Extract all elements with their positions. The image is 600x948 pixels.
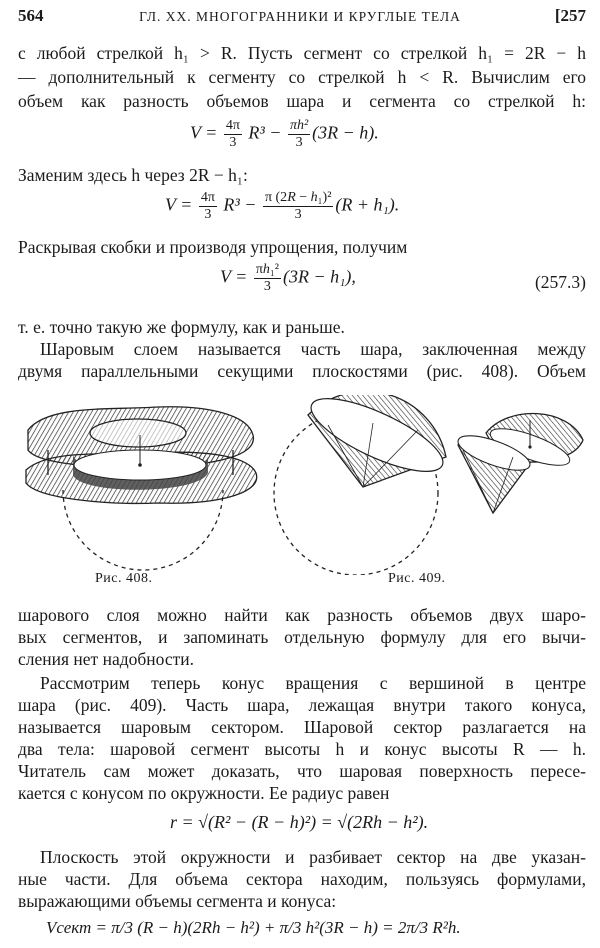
text-line: вых сегментов, и запоминать отдельную формулу для его вычи-: [18, 627, 586, 647]
text-line: шара (рис. 409). Часть шара, лежащая внутри такого конуса,: [18, 695, 586, 715]
text-line: объем как разность объемов шара и сегмента со стрелкой h:: [18, 91, 586, 111]
text-line: Заменим здесь h через 2R − h₁:: [18, 165, 248, 185]
figure-409-spherical-sector: [268, 395, 588, 575]
text-line: — дополнительный к сегменту со стрелкой h < R. Вычислим его: [18, 67, 586, 87]
equation-3: V = $\frac{\text{πh₁²}}{3}$ (3R − h₁),: [220, 262, 356, 294]
figure-408-spherical-layer: [18, 395, 268, 575]
text-line: два тела: шаровой сегмент высоты h и конус высоты R — h.: [18, 739, 586, 759]
equation-4: r = √(R² − (R − h)²) = √(2Rh − h²).: [170, 812, 429, 832]
text-line: выражающими объемы сегмента и конуса:: [18, 891, 337, 911]
text-line: кается с конусом по окружности. Ее радиус равен: [18, 783, 390, 803]
text-line: Рассмотрим теперь конус вращения с вершиной в центре: [40, 673, 586, 693]
text-line: ные части. Для объема сектора находим, пользуясь формулами,: [18, 869, 586, 889]
text-line: шарового слоя можно найти как разность объемов двух шаро-: [18, 605, 586, 625]
text-line: двумя параллельными секущими плоскостями (рис. 408). Объем: [18, 361, 586, 381]
text-line: Раскрывая скобки и производя упрощения, получим: [18, 237, 408, 257]
page-number: 564: [18, 6, 44, 25]
equation-number: (257.3): [534, 272, 586, 292]
section-number: [257: [554, 6, 586, 25]
equation-2: V = $\frac{4\pi}{3}$ R³ − $\frac{\text{π (2R − h₁)²}}{3}$ (R + h₁).: [165, 190, 400, 222]
text-line: Плоскость этой окружности и разбивает сектор на две указан-: [40, 847, 586, 867]
text-line: Шаровым слоем называется часть шара, заключенная между: [40, 339, 586, 359]
running-title: ГЛ. XX. МНОГОГРАННИКИ И КРУГЛЫЕ ТЕЛА: [139, 9, 461, 24]
figure-409-caption: Рис. 409.: [388, 571, 446, 586]
equation-1: V = $\frac{4\pi}{3}$ R³ − $\frac{\text{πh²}}{3}$ (3R − h).: [190, 118, 379, 150]
text-line: сления нет надобности.: [18, 649, 194, 669]
text-line: Читатель сам может доказать, что шаровая поверхность пересе-: [18, 761, 586, 781]
text-line: с любой стрелкой h₁ > R. Пусть сегмент со стрелкой h₁ = 2R − h: [18, 43, 586, 63]
text-line: т. е. точно такую же формулу, как и раньше.: [18, 317, 345, 337]
figure-408-caption: Рис. 408.: [95, 571, 153, 586]
equation-5: Vсект = π/3 (R − h)(2Rh − h²) + π/3 h²(3R − h) = 2π/3 R²h.: [46, 918, 461, 937]
text-line: называется шаровым сектором. Шаровой сектор разлагается на: [18, 717, 586, 737]
